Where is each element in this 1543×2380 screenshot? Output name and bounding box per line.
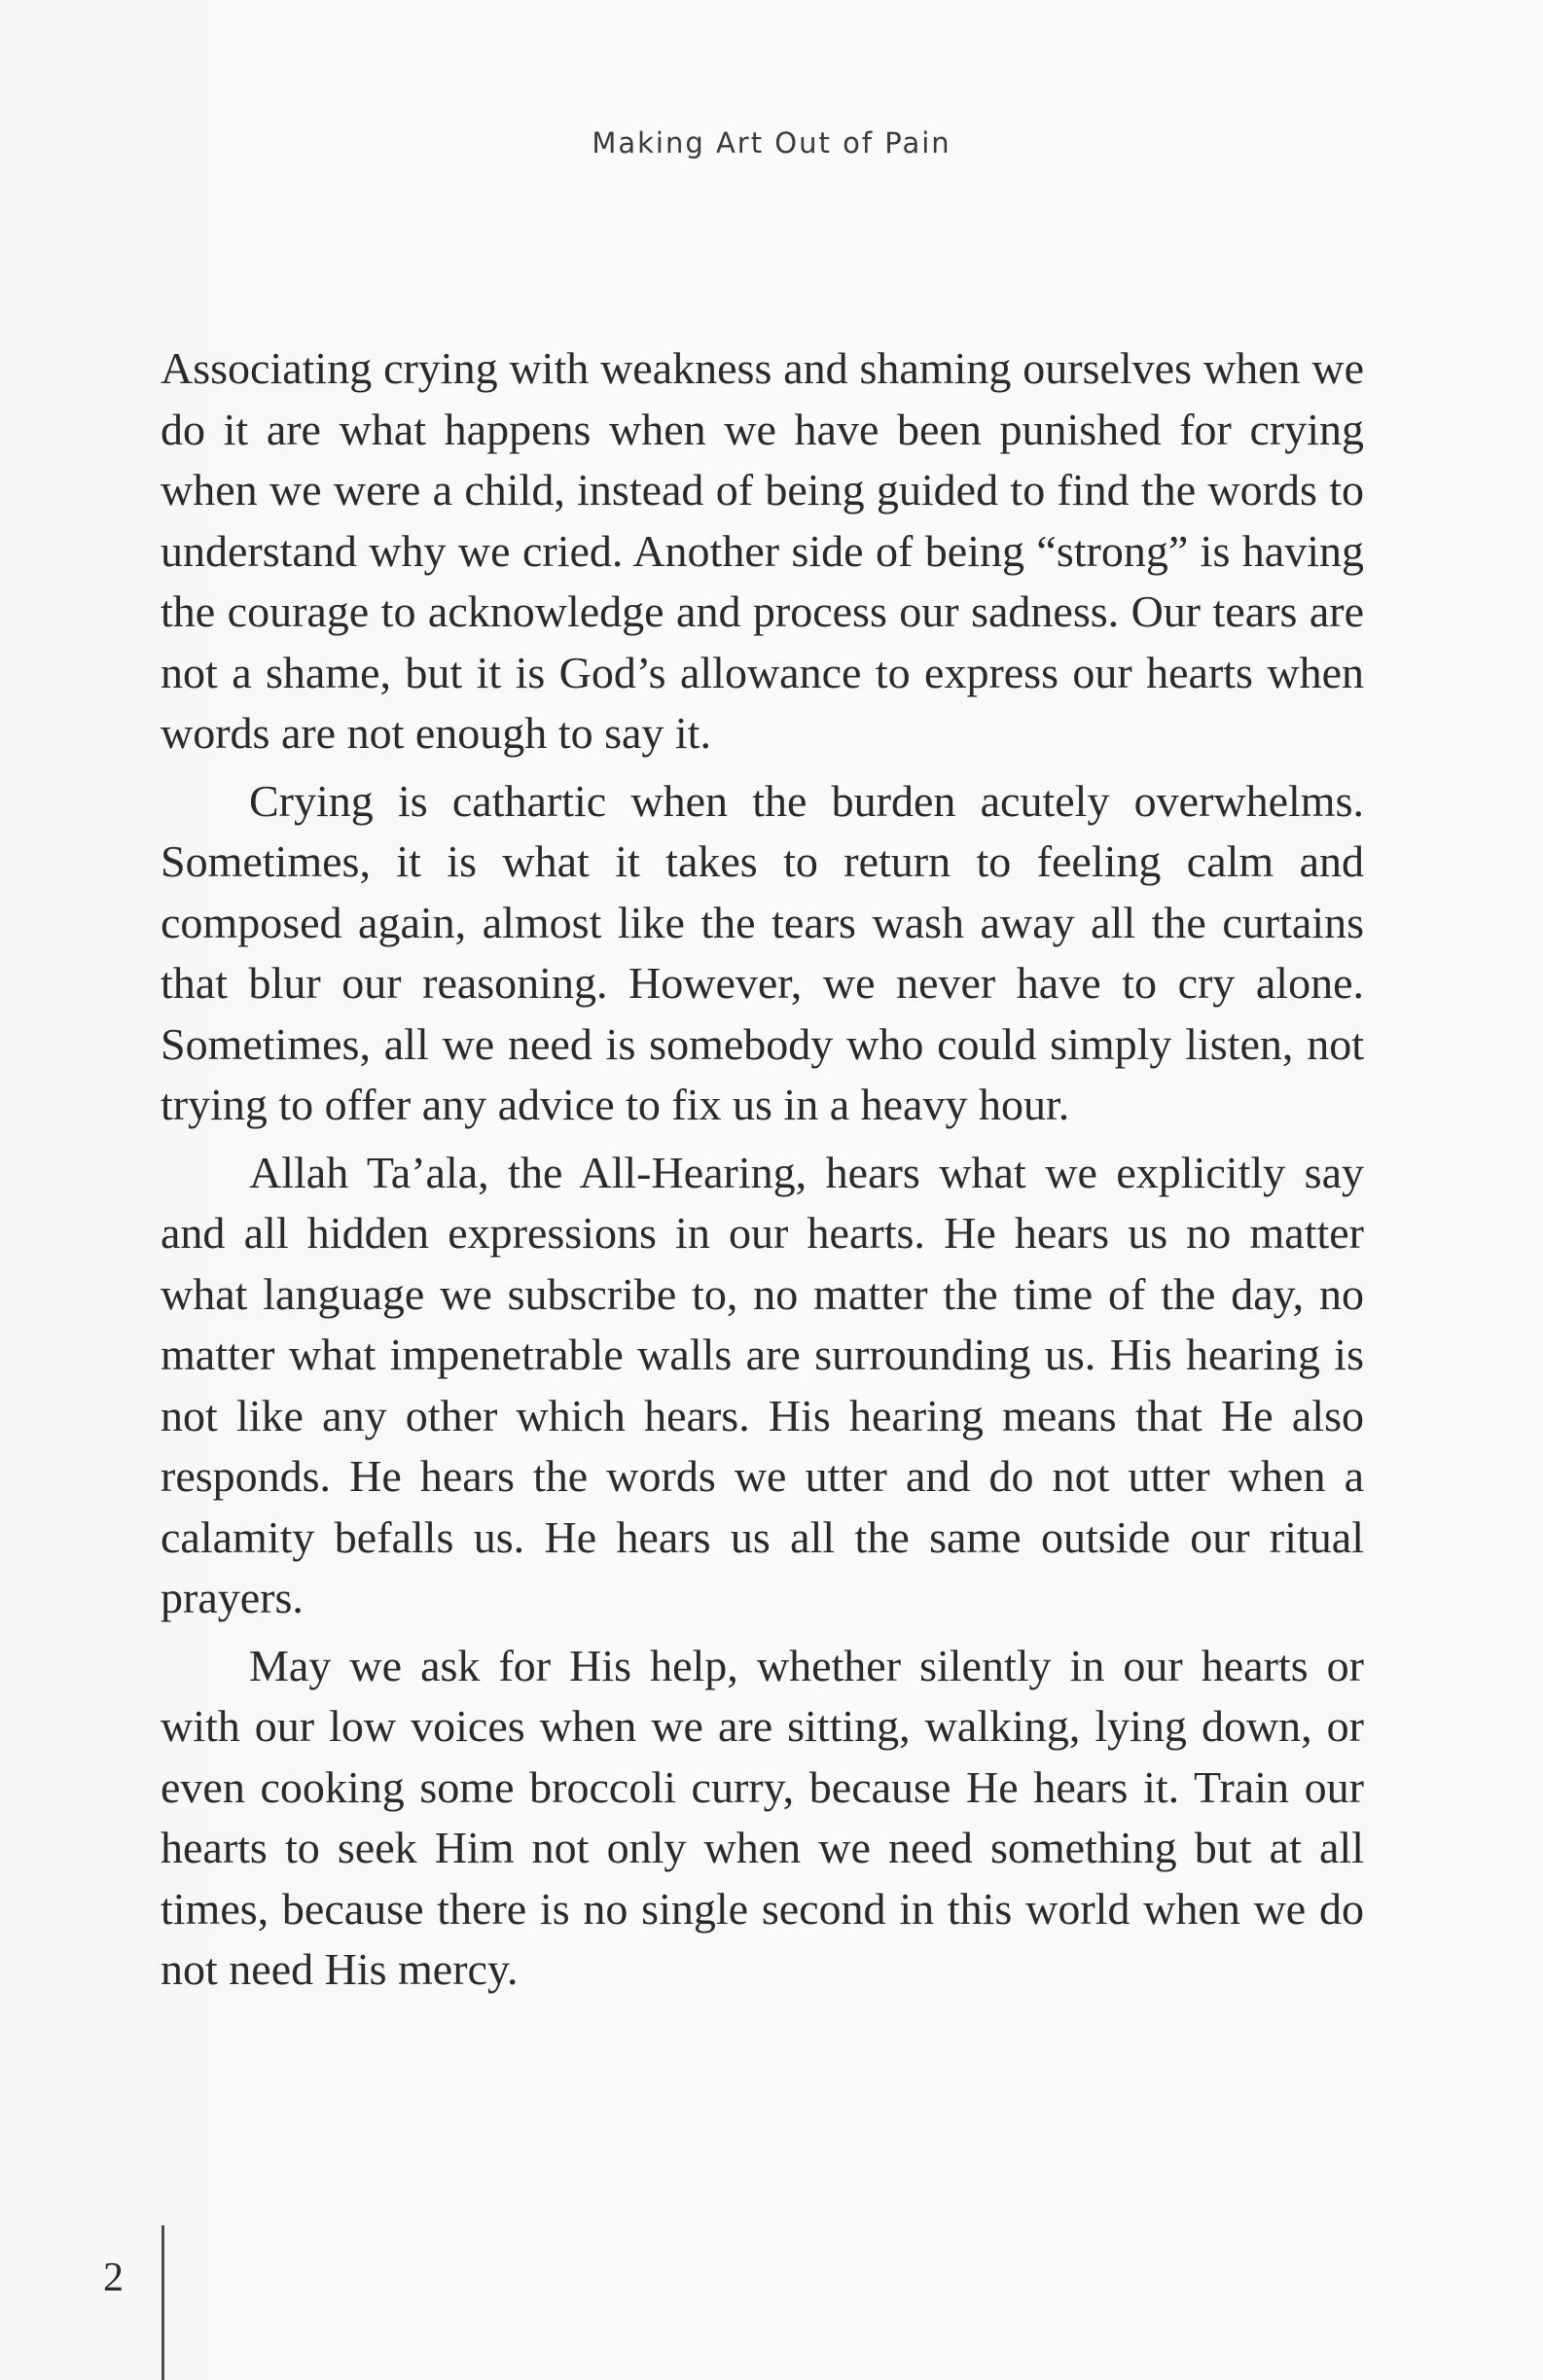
paragraph-4: May we ask for His help, whether silently in our hearts or with our low voices when we are sitting, walking, lying down, or even cooking some broccoli curry, because He hears it. Train our hearts to seek Him not only when we need something but at all times, because there is no single second in this world when we do not need His mercy. bbox=[161, 1640, 1364, 1994]
gutter-rule bbox=[161, 2225, 164, 2380]
paragraph-1: Associating crying with weakness and shaming ourselves when we do it are what happens when we have been punished for crying when we were a child, instead of being guided to find the words to understand why we cried. Another side of being “strong” is having the courage to acknowledge and process our sadness. Our tears are not a shame, but it is God’s allowance to express our hearts when words are not enough to say it. bbox=[161, 343, 1364, 758]
body-text bbox=[161, 338, 1364, 2007]
running-header: Making Art Out of Pain bbox=[592, 126, 951, 160]
page-number: 2 bbox=[103, 2256, 124, 2300]
paragraph-2: Crying is cathartic when the burden acutely overwhelms. Sometimes, it is what it takes to return to feeling calm and composed again, almost like the tears wash away all the curtains that blur our reasoning. However, we never have to cry alone. Sometimes, all we need is somebody who could simply listen, not trying to offer any advice to fix us in a heavy hour. bbox=[161, 775, 1364, 1129]
paragraph-3: Allah Ta’ala, the All-Hearing, hears what we explicitly say and all hidden expressions in our hearts. He hears us no matter what language we subscribe to, no matter the time of the day, no matter what impenetrable walls are surrounding us. His hearing is not like any other which hears. His hearing means that He also responds. He hears the words we utter and do not utter when a calamity befalls us. He hears us all the same outside our ritual prayers. bbox=[161, 1147, 1364, 1622]
